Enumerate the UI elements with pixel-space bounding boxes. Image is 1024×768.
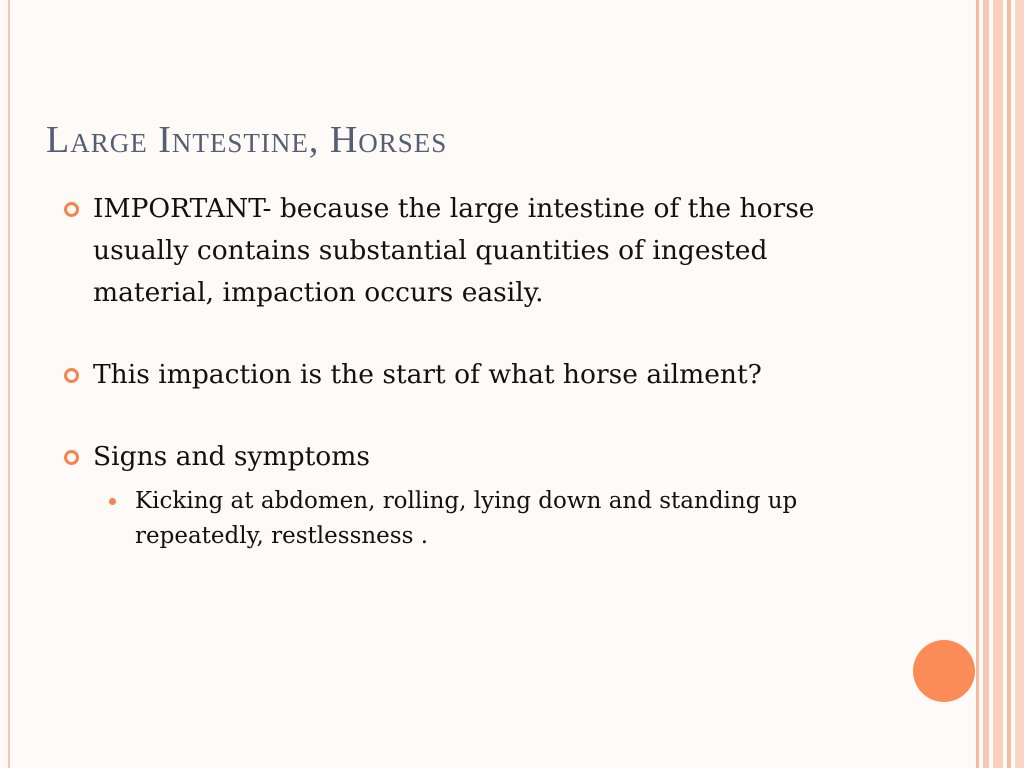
bullet-circle-icon xyxy=(64,368,79,383)
decorative-stripe xyxy=(983,0,989,768)
sub-bullet-dot-icon xyxy=(109,498,116,505)
sub-bullet-text: Kicking at abdomen, rolling, lying down and standing up repeatedly, restlessness . xyxy=(135,488,798,549)
bullet-text: IMPORTANT- because the large intestine of the horse usually contains substantial quantities of ingested material, impaction occurs easily. xyxy=(93,193,815,308)
decorative-orange-circle xyxy=(913,640,975,702)
bullet-text: This impaction is the start of what horse ailment? xyxy=(93,359,762,390)
bullet-list xyxy=(60,188,880,554)
bullet-item-important xyxy=(60,188,880,314)
decorative-stripe xyxy=(976,0,979,768)
bullet-circle-icon xyxy=(64,450,79,465)
bullet-circle-icon xyxy=(64,202,79,217)
slide-title: Large Intestine, Horses xyxy=(46,119,448,161)
bullet-item-question xyxy=(60,354,880,396)
sub-bullet-list xyxy=(93,484,880,554)
sub-bullet-item xyxy=(93,484,880,554)
bullet-text: Signs and symptoms xyxy=(93,441,370,472)
decorative-stripe xyxy=(993,0,1003,768)
left-border-line xyxy=(8,0,10,768)
bullet-item-signs xyxy=(60,436,880,554)
decorative-stripe xyxy=(1007,0,1011,768)
decorative-stripe xyxy=(1015,0,1024,768)
